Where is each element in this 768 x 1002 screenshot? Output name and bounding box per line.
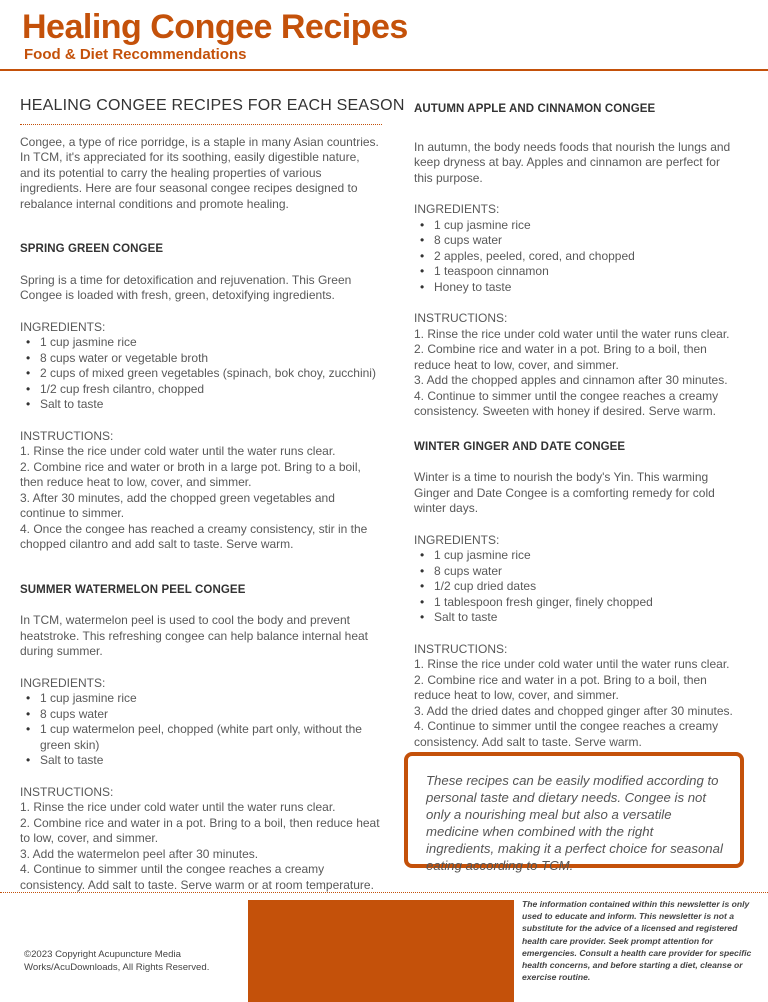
summer-instructions [20,800,382,893]
spring-heading: SPRING GREEN CONGEE [20,243,164,255]
callout-text: These recipes can be easily modified according to personal taste and dietary needs. Congee is not only a nourishing meal but also a versatile medicine when combined with the right ingredients, making it a perfect choice for seasonal eating according to TCM. [426,773,723,873]
instruction-step: 2. Combine rice and water or broth in a large pot. Bring to a boil, then reduce heat to low, cover, and simmer. [20,459,361,489]
list-item: • 8 cups water or vegetable broth [20,351,382,367]
instruction-step: 1. Rinse the rice under cold water until the water runs clear. [20,444,336,458]
spring-ingredients-label: INGREDIENTS: [20,319,106,334]
summer-description: In TCM, watermelon peel is used to cool the body and prevent heatstroke. This refreshing congee can help balance internal heat during summer. [20,613,369,658]
spring-instructions [20,444,382,553]
list-item: • 1 cup jasmine rice [414,548,736,564]
list-item: • Salt to taste [20,753,382,769]
instruction-step: 3. After 30 minutes, add the chopped green vegetables and continue to simmer. [20,490,335,520]
spring-instructions-label: INSTRUCTIONS: [20,428,114,443]
summer-instructions-label: INSTRUCTIONS: [20,784,114,799]
summer-ingredients-list [20,691,382,769]
intro-text: Congee, a type of rice porridge, is a staple in many Asian countries. In TCM, it's appreciated for its soothing, easily digestible nature, and its potential to carry the healing properties of various ingredients. Here are four seasonal congee recipes designed to rebalance internal conditions and promote healing. [20,134,379,211]
footer-color-block [248,900,514,1002]
copyright-text: ©2023 Copyright Acupuncture Media Works/AcuDownloads, All Rights Reserved. [24,949,210,973]
summer-ingredients-label: INGREDIENTS: [20,675,106,690]
instruction-step: 2. Combine rice and water in a pot. Bring to a boil, then reduce heat to low, cover, and simmer. [414,342,707,372]
intro-heading: HEALING CONGEE RECIPES FOR EACH SEASON [20,98,382,125]
instruction-step: 4. Once the congee has reached a creamy consistency, stir in the chopped cilantro and add salt to taste. Serve warm. [20,521,368,551]
winter-instructions-label: INSTRUCTIONS: [414,641,508,656]
autumn-description: In autumn, the body needs foods that nourish the lungs and keep dryness at bay. Apples and cinnamon are perfect for this purpose. [414,139,731,185]
list-item: • 1 cup watermelon peel, chopped (white part only, without the green skin) [20,722,382,753]
winter-ingredients-label: INGREDIENTS: [414,532,500,547]
instruction-step: 2. Combine rice and water in a pot. Bring to a boil, then reduce heat to low, cover, and simmer. [414,672,707,702]
instruction-step: 3. Add the chopped apples and cinnamon after 30 minutes. [414,373,728,387]
page-subtitle: Food & Diet Recommendations [24,46,247,63]
autumn-heading: AUTUMN APPLE AND CINNAMON CONGEE [414,103,656,115]
instruction-step: 1. Rinse the rice under cold water until the water runs clear. [414,657,730,671]
instruction-step: 4. Continue to simmer until the congee reaches a creamy consistency. Add salt to taste. Serve warm or at room temperature. [20,862,374,892]
list-item: • 1/2 cup fresh cilantro, chopped [20,382,382,398]
list-item: • 1 tablespoon fresh ginger, finely chopped [414,595,736,611]
header-divider [0,69,768,71]
list-item: • 1 teaspoon cinnamon [414,264,736,280]
summer-heading: SUMMER WATERMELON PEEL CONGEE [20,583,246,596]
winter-description: Winter is a time to nourish the body's Yin. This warming Ginger and Date Congee is a comforting remedy for cold winter days. [414,470,715,515]
winter-instructions [414,657,736,750]
right-column [414,102,736,766]
list-item: • 8 cups water [414,564,736,580]
page-title: Healing Congee Recipes [22,8,408,46]
winter-heading: WINTER GINGER AND DATE CONGEE [414,440,626,453]
autumn-ingredients-list [414,218,736,296]
list-item: • Honey to taste [414,280,736,296]
list-item: • 2 cups of mixed green vegetables (spinach, bok choy, zucchini) [20,366,382,382]
spring-ingredients-list [20,335,382,413]
disclaimer-text: The information contained within this newsletter is only used to educate and inform. This newsletter is not a substitute for the advice of a licensed and registered health care provider. Seek prompt attention for emergencies. Consult a health care provider for specific health concerns, and before starting a diet, cleanse or exercise routine. [522,899,752,983]
instruction-step: 1. Rinse the rice under cold water until the water runs clear. [414,326,730,341]
list-item: • 1/2 cup dried dates [414,579,736,595]
autumn-instructions [414,327,736,420]
autumn-ingredients-label: INGREDIENTS: [414,202,500,216]
list-item: • 8 cups water [20,707,382,723]
footer-divider [0,892,768,893]
left-column [20,90,405,909]
instruction-step: 2. Combine rice and water in a pot. Bring to a boil, then reduce heat to low, cover, and simmer. [20,815,380,845]
spring-description: Spring is a time for detoxification and rejuvenation. This Green Congee is loaded with fresh, green, detoxifying ingredients. [20,272,352,302]
instruction-step: 3. Add the dried dates and chopped ginger after 30 minutes. [414,703,733,718]
instruction-step: 3. Add the watermelon peel after 30 minutes. [20,846,259,861]
list-item: • 1 cup jasmine rice [414,218,736,234]
page-header [0,0,768,72]
list-item: • Salt to taste [414,610,736,626]
winter-ingredients-list [414,548,736,626]
instruction-step: 4. Continue to simmer until the congee reaches a creamy consistency. Add salt to taste. Serve warm. [414,719,719,749]
list-item: • 1 cup jasmine rice [20,691,382,707]
instruction-step: 4. Continue to simmer until the congee reaches a creamy consistency. Sweeten with honey if desired. Serve warm. [414,388,719,418]
list-item: • 2 apples, peeled, cored, and chopped [414,249,736,265]
autumn-instructions-label: INSTRUCTIONS: [414,311,508,325]
list-item: • 1 cup jasmine rice [20,335,382,351]
list-item: • Salt to taste [20,397,382,413]
callout-box [404,752,744,873]
list-item: • 8 cups water [414,233,736,249]
instruction-step: 1. Rinse the rice under cold water until the water runs clear. [20,800,336,814]
